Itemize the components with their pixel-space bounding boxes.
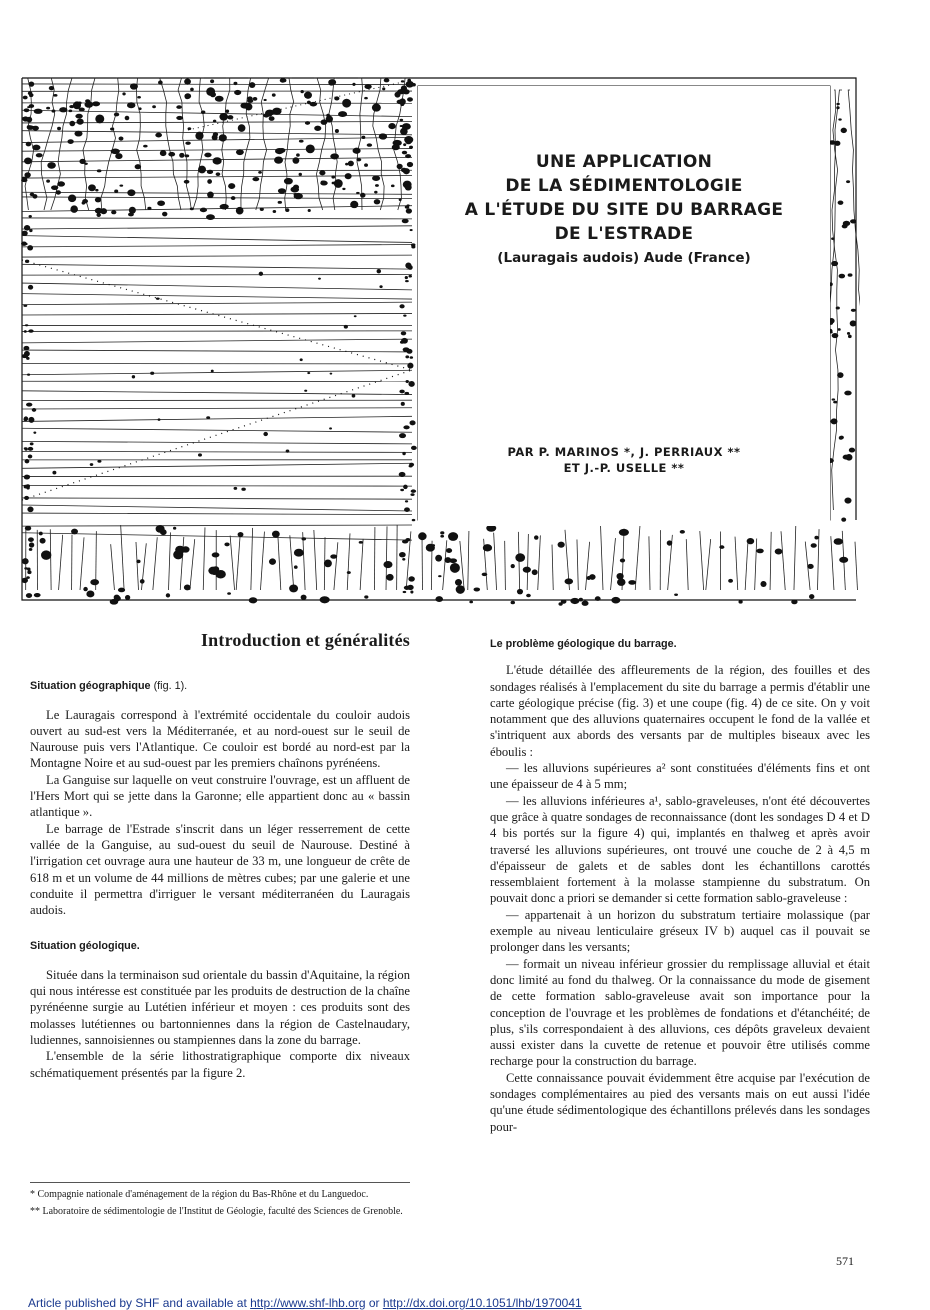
title-line: DE LA SÉDIMENTOLOGIE (505, 176, 743, 196)
paragraph: — appartenait à un horizon du substratum tertiaire molassique (par exemple au niveau lenticulaire gréseux IV b) auquel cas il pouvait se prolonger dans les versants; (490, 907, 870, 955)
paragraph: Le barrage de l'Estrade s'inscrit dans un léger resserrement de cette vallée de la Ganguise, au sud-ouest du seuil de Naurouse. Destiné à l'irrigation cet ouvrage aura une hauteur de 33 m, une longueur de crête de 618 m et un volume de 44 millions de mètres cubes; par une galerie et une conduite il permettra d'irriguer le versant méditerranéen du Lauragais audois. (30, 821, 410, 918)
article-subtitle: (Lauragais audois) Aude (France) (497, 250, 751, 266)
paragraph: Située dans la terminaison sud orientale du bassin d'Aquitaine, la région qui nous intéresse est constituée par les produits de destruction de la chaîne pyrénéenne surgie au Lutétien inférieur et moyen : ces produits sont des molasses lutétiennes ou bartonniennes dans la région de Castelnaudary, ludiennes, sannoisiennes ou stampiennes dans la zone du barrage. (30, 967, 410, 1047)
title-line: UNE APPLICATION (535, 152, 713, 172)
paragraph: Le Lauragais correspond à l'extrémité occidentale du couloir audois ouvert au sud-est vers la Méditerranée, et au nord-ouest sur le seuil de Naurouse puis vers l'Atlantique. Ce couloir est bordé au nord-est par la Montagne Noire et au sud-ouest par les premiers chaînons pyrénéens. (30, 707, 410, 771)
publisher-bar (28, 1296, 582, 1310)
subsection-heading: Situation géologique. (30, 940, 140, 953)
paragraph: L'ensemble de la série lithostratigraphique comporte dix niveaux schématiquement présentés par la figure 2. (30, 1049, 410, 1080)
figure-ref: (fig. 1). (153, 680, 188, 693)
left-column (30, 632, 410, 1081)
publisher-text: Article published by SHF and available at (28, 1296, 251, 1310)
paragraph: L'étude détaillée des affleurements de la région, des fouilles et des sondages réalisés à l'emplacement du site du barrage a permis d'établir une carte géologique précise (fig. 3) et une coupe (fig. 4) de ce site. On y voit notamment que des alluvions quaternaires occupent le fond de la vallée et s'intriquent aux abords des versants par de multiples biseaux avec les éboulis : (490, 663, 870, 759)
doi-link[interactable]: http://dx.doi.org/10.1051/lhb/1970041 (382, 1296, 582, 1310)
paragraph: Cette connaissance pouvait évidemment être acquise par l'exécution de sondages complémentaires au pied des versants mais on eut aussi l'idée qu'une étude sédimentologique des échantillons prélevés dans les sondages pour- (490, 1070, 870, 1134)
article-title (418, 86, 830, 246)
section-title: Introduction et généralités (200, 630, 410, 650)
paragraph: La Ganguise sur laquelle on veut construire l'ouvrage, est un affluent de l'Hers Mort qui se jette dans la Garonne; elle appartient donc au « bassin atlantique ». (30, 772, 410, 820)
title-line: DE L'ESTRADE (554, 224, 694, 244)
title-illustration (18, 70, 860, 608)
footnote: * Compagnie nationale d'aménagement de la région du Bas-Rhône et du Languedoc. (30, 1189, 369, 1200)
right-column (490, 632, 870, 1135)
authors (418, 444, 830, 476)
title-block (418, 86, 830, 526)
footnotes (30, 1182, 410, 1222)
shf-link[interactable]: http://www.shf-lhb.org (250, 1296, 366, 1310)
paragraph: — les alluvions inférieures a¹, sablo-graveleuses, n'ont été découvertes que grâce à quatre sondages de reconnaissance (dont les sondages D 4 et D 4 bis portés sur la figure 4) qui, implantés en thalweg et après avoir traversé les alluvions supérieures, ont trouvé une couche de 2 à 4,5 m d'épaisseur de galets et de sables dont les échantillons carottés ressemblaient fortement à la molasse stampienne du substratum. On pouvait donc a priori se demander si cette formation sablo-graveleuse : (490, 793, 870, 906)
subsection-heading (30, 678, 410, 694)
paragraph: — les alluvions supérieures a² sont constituées d'éléments fins et ont une épaisseur de 4 à 5 mm; (490, 761, 870, 792)
subsection-heading-text: Situation géographique (30, 680, 151, 693)
title-line: A L'ÉTUDE DU SITE DU BARRAGE (464, 200, 784, 220)
authors-line: ET J.-P. USELLE ** (563, 461, 685, 475)
authors-line: PAR P. MARINOS *, J. PERRIAUX ** (507, 445, 741, 459)
publisher-text: or (365, 1296, 383, 1310)
subsection-heading: Le problème géologique du barrage. (490, 638, 677, 650)
page-number: 571 (836, 1254, 854, 1268)
paragraph: — formait un niveau inférieur grossier du remplissage alluvial et était donc limité au fond du thalweg. Or la connaissance du mode de gisement de cette formation sablo-graveleuse avait son importance pour la conception de l'ouvrage et les problèmes de fondations et d'étanchéité; de plus, s'ils correspondaient à des alluvions, ces dépôts graveleux devaient aussi exister dans la cuvette de retenue et pouvoir être utilisés comme recharge pour la construction du barrage. (490, 956, 870, 1069)
footnote: ** Laboratoire de sédimentologie de l'Institut de Géologie, faculté des Sciences de Grenoble. (30, 1205, 403, 1217)
